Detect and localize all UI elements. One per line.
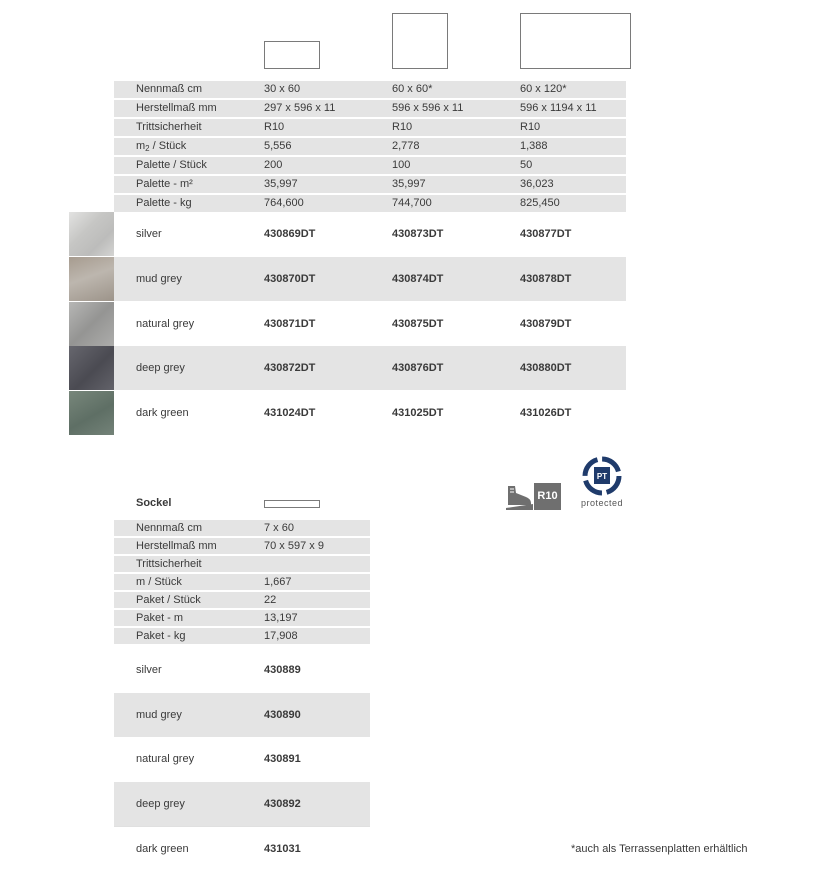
- spec-value: 1,388: [520, 140, 548, 152]
- sockel-row: [114, 556, 370, 574]
- spec-row-herstellmass: [114, 100, 626, 119]
- spec-value: 200: [264, 159, 283, 171]
- color-name: mud grey: [136, 709, 182, 721]
- article-code: 431025DT: [392, 407, 444, 419]
- color-row-mud-grey: [114, 257, 626, 301]
- spec-row-nennmass: [114, 81, 626, 100]
- article-code: 430875DT: [392, 318, 444, 330]
- spec-value: 764,600: [264, 197, 304, 209]
- spec-label: Palette - m²: [136, 178, 193, 190]
- pt-text: PT: [596, 472, 608, 481]
- r10-badge: [506, 483, 561, 510]
- r10-label: R10: [537, 490, 558, 502]
- spec-value: 17,908: [264, 630, 298, 642]
- spec-label: Palette - kg: [136, 197, 192, 209]
- color-name: deep grey: [136, 362, 185, 374]
- spec-label: Herstellmaß mm: [136, 102, 217, 114]
- pt-shield-icon: [578, 456, 626, 498]
- spec-label: Paket - kg: [136, 630, 186, 642]
- spec-label: Herstellmaß mm: [136, 540, 217, 552]
- article-code: 430890: [264, 709, 301, 721]
- article-code: 431026DT: [520, 407, 572, 419]
- article-code: 430878DT: [520, 273, 572, 285]
- color-row-deep-grey: [114, 346, 626, 390]
- spec-value: R10: [520, 121, 541, 133]
- color-row-silver: [114, 212, 626, 256]
- format-icon-60x120: [520, 13, 631, 69]
- format-icon-sockel: [264, 500, 320, 508]
- spec-value: 30 x 60: [264, 83, 301, 95]
- spec-value: 2,778: [392, 140, 420, 152]
- spec-value: 35,997: [392, 178, 426, 190]
- article-code: 430871DT: [264, 318, 316, 330]
- color-name: deep grey: [136, 798, 185, 810]
- spec-value: 1,667: [264, 576, 292, 588]
- spec-value: R10: [264, 121, 285, 133]
- article-code: 430889: [264, 664, 301, 676]
- sockel-row: [114, 592, 370, 610]
- format-icon-30x60: [264, 41, 320, 69]
- spec-value: R10: [392, 121, 413, 133]
- footnote: *auch als Terrassenplatten erhältlich: [571, 843, 748, 855]
- color-name: silver: [136, 228, 162, 240]
- spec-value: 297 x 596 x 11: [264, 102, 336, 114]
- spec-label: Trittsicherheit: [136, 558, 202, 570]
- spec-row-palette-m2: [114, 176, 626, 195]
- spec-value: 596 x 596 x 11: [392, 102, 464, 114]
- spec-value: 7 x 60: [264, 522, 294, 534]
- sockel-row: [114, 610, 370, 628]
- spec-value: 36,023: [520, 178, 554, 190]
- sockel-color-row-dark-green: [114, 826, 370, 871]
- sockel-color-row-silver: [114, 648, 370, 692]
- spec-value: 13,197: [264, 612, 298, 624]
- shoe-ramp-icon: [506, 483, 533, 510]
- color-name: silver: [136, 664, 162, 676]
- spec-label: Nennmaß cm: [136, 522, 203, 534]
- spec-label: Paket - m: [136, 612, 184, 624]
- spec-value: 22: [264, 594, 277, 606]
- article-code: 430876DT: [392, 362, 444, 374]
- spec-value: 825,450: [520, 197, 560, 209]
- color-row-dark-green: [114, 391, 626, 435]
- swatch-mud-grey: [69, 257, 114, 301]
- sockel-spec-table: [114, 520, 370, 646]
- swatch-silver: [69, 212, 114, 256]
- article-code: 430869DT: [264, 228, 316, 240]
- format-icon-60x60: [392, 13, 448, 69]
- spec-value: 50: [520, 159, 533, 171]
- color-name: natural grey: [136, 318, 195, 330]
- spec-value: 60 x 120*: [520, 83, 567, 95]
- spec-row-m2-stueck: [114, 138, 626, 157]
- sockel-row: [114, 520, 370, 538]
- color-name: dark green: [136, 843, 189, 855]
- article-code: 430892: [264, 798, 301, 810]
- swatch-dark-green: [69, 391, 114, 435]
- sockel-color-row-mud-grey: [114, 693, 370, 737]
- sockel-row: [114, 574, 370, 592]
- article-code: 430873DT: [392, 228, 444, 240]
- article-code: 431031: [264, 843, 301, 855]
- spec-row-trittsicherheit: [114, 119, 626, 138]
- article-code: 430872DT: [264, 362, 316, 374]
- swatch-natural-grey: [69, 302, 114, 346]
- article-code: 430874DT: [392, 273, 444, 285]
- color-name: dark green: [136, 407, 189, 419]
- pt-protected-badge: [578, 456, 626, 512]
- spec-value: 60 x 60*: [392, 83, 433, 95]
- sockel-row: [114, 538, 370, 556]
- spec-row-palette-stueck: [114, 157, 626, 176]
- article-code: 430879DT: [520, 318, 572, 330]
- spec-label: Nennmaß cm: [136, 83, 203, 95]
- spec-value: 100: [392, 159, 411, 171]
- spec-value: 35,997: [264, 178, 298, 190]
- article-code: 430891: [264, 753, 301, 765]
- sockel-color-row-natural-grey: [114, 737, 370, 781]
- spec-value: 5,556: [264, 140, 292, 152]
- protected-label: protected: [580, 498, 624, 508]
- sockel-row: [114, 628, 370, 646]
- color-name: natural grey: [136, 753, 195, 765]
- swatch-deep-grey: [69, 346, 114, 390]
- color-name: mud grey: [136, 273, 182, 285]
- spec-value: 596 x 1194 x 11: [520, 102, 597, 114]
- tile-spec-table: [114, 81, 626, 214]
- spec-value: 744,700: [392, 197, 432, 209]
- article-code: 430880DT: [520, 362, 572, 374]
- article-code: 430877DT: [520, 228, 572, 240]
- sockel-title: Sockel: [136, 497, 172, 509]
- spec-label: Trittsicherheit: [136, 121, 202, 133]
- spec-label: m / Stück: [136, 576, 182, 588]
- color-row-natural-grey: [114, 302, 626, 346]
- spec-label: Palette / Stück: [136, 159, 207, 171]
- r10-label-box: [534, 483, 561, 510]
- spec-label: Paket / Stück: [136, 594, 201, 606]
- spec-label: $m^2$ / Stück: [136, 140, 187, 153]
- article-code: 431024DT: [264, 407, 316, 419]
- spec-value: 70 x 597 x 9: [264, 540, 324, 552]
- article-code: 430870DT: [264, 273, 316, 285]
- sockel-color-row-deep-grey: [114, 782, 370, 826]
